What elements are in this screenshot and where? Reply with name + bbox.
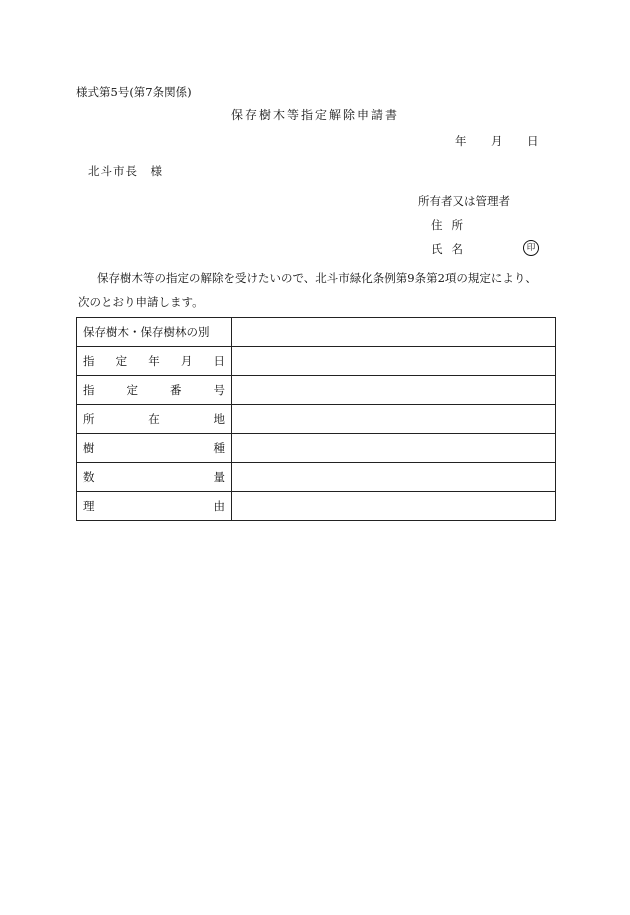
date-month-label: 月 <box>491 134 503 148</box>
row-label-char: 番 <box>170 383 182 397</box>
row-label-char: 所 <box>83 412 95 426</box>
row-label-text <box>83 382 225 398</box>
row-label-char: 数 <box>83 470 95 484</box>
row-value-field[interactable] <box>232 492 556 521</box>
row-label-char: 在 <box>148 412 160 426</box>
row-label <box>77 463 232 492</box>
table-row <box>77 318 556 347</box>
row-label-char: 指 <box>83 383 95 397</box>
row-label-char: 種 <box>213 441 225 455</box>
form-number: 様式第5号(第7条関係) <box>76 85 192 99</box>
seal-mark: 印 <box>523 240 539 256</box>
row-label-text <box>83 411 225 427</box>
row-label <box>77 376 232 405</box>
row-label-char: 理 <box>83 499 95 513</box>
row-label-char: 定 <box>115 354 128 368</box>
row-label <box>77 318 232 347</box>
row-value-field[interactable] <box>232 405 556 434</box>
name-label: 氏名 <box>431 242 472 256</box>
row-label-text <box>83 440 225 456</box>
date-day-label: 日 <box>527 134 539 148</box>
row-value-field[interactable] <box>232 463 556 492</box>
row-label-char: 保存樹木・保存樹林の別 <box>83 325 210 339</box>
row-label <box>77 405 232 434</box>
date-year-label: 年 <box>455 134 467 148</box>
row-label <box>77 492 232 521</box>
row-label-char: 月 <box>180 354 193 368</box>
row-label-text <box>83 498 225 514</box>
address-label: 住所 <box>431 218 472 232</box>
row-label-text <box>83 353 225 369</box>
row-label-char: 量 <box>213 470 225 484</box>
table-row <box>77 434 556 463</box>
row-value-field[interactable] <box>232 376 556 405</box>
applicant-role: 所有者又は管理者 <box>418 194 510 208</box>
row-label-char: 定 <box>126 383 138 397</box>
table-row <box>77 405 556 434</box>
table-row <box>77 376 556 405</box>
body-text-line-1: 保存樹木等の指定の解除を受けたいので、北斗市緑化条例第9条第2項の規定により、 <box>97 271 537 285</box>
row-label-text <box>83 469 225 485</box>
table-row <box>77 463 556 492</box>
row-value-field[interactable] <box>232 318 556 347</box>
row-value-field[interactable] <box>232 347 556 376</box>
application-table <box>76 317 556 521</box>
row-label <box>77 434 232 463</box>
row-label <box>77 347 232 376</box>
addressee: 北斗市長 様 <box>88 164 163 178</box>
row-value-field[interactable] <box>232 434 556 463</box>
row-label-char: 年 <box>148 354 160 368</box>
row-label-char: 日 <box>213 354 225 368</box>
row-label-char: 地 <box>213 412 225 426</box>
row-label-char: 指 <box>83 354 95 368</box>
table-row <box>77 347 556 376</box>
row-label-char: 由 <box>213 499 225 513</box>
body-text-line-2: 次のとおり申請します。 <box>78 295 204 309</box>
form-title: 保存樹木等指定解除申請書 <box>230 108 399 122</box>
row-label-char: 樹 <box>83 441 95 455</box>
table-row <box>77 492 556 521</box>
row-label-text <box>83 324 225 340</box>
row-label-char: 号 <box>213 383 225 397</box>
